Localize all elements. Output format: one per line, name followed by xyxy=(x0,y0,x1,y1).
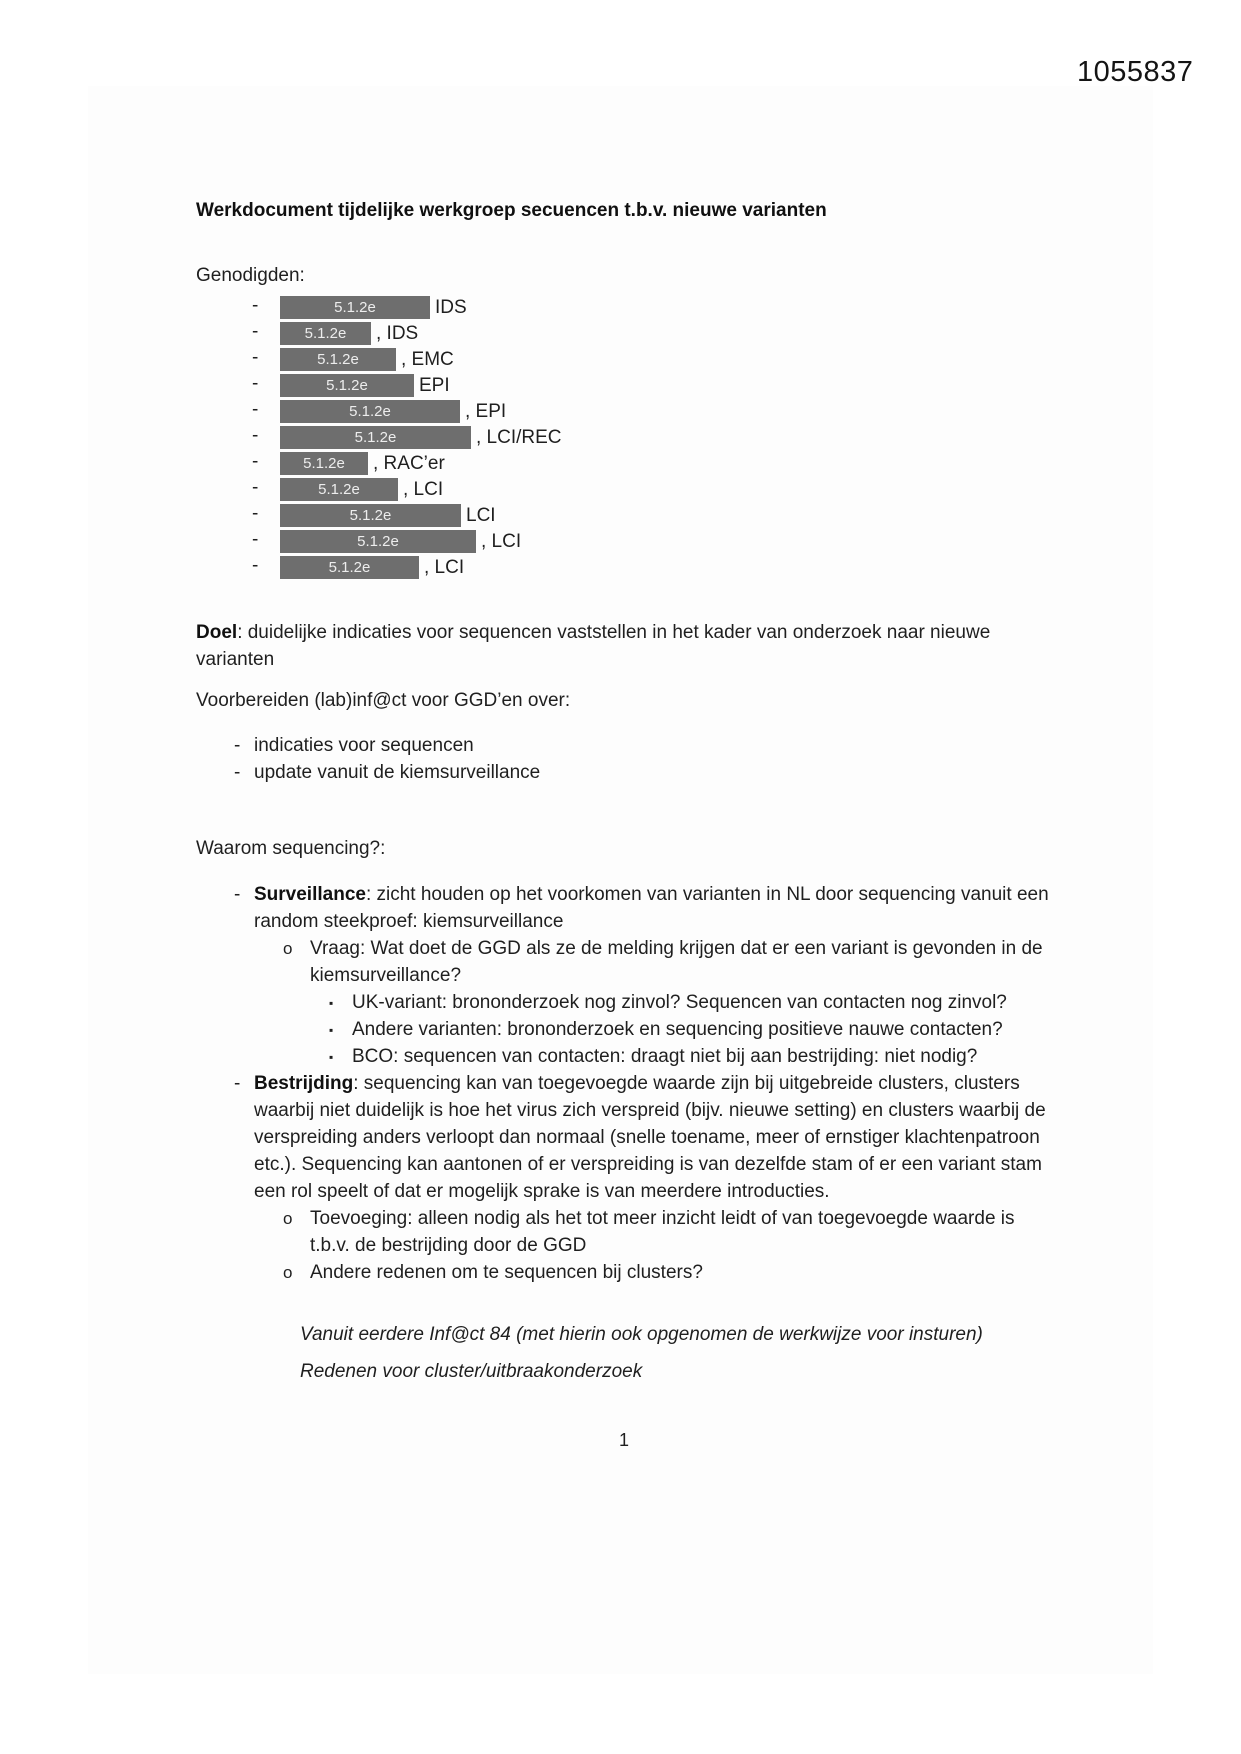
why-subitem xyxy=(196,935,1052,989)
dash-bullet-icon: - xyxy=(252,529,259,550)
why-subsubitem-text: BCO: sequencen van contacten: draagt niet bij aan bestrijding: niet nodig? xyxy=(352,1046,978,1067)
dash-bullet-icon: - xyxy=(252,347,259,368)
why-subsubitem-text: Andere varianten: brononderzoek en sequencing positieve nauwe contacten? xyxy=(352,1019,1003,1040)
redaction-label: 5.1.2e xyxy=(326,377,368,394)
bullet-icon: - xyxy=(234,1073,241,1094)
prepare-heading: Voorbereiden (lab)inf@ct voor GGD’en over: xyxy=(196,690,571,711)
redaction-label: 5.1.2e xyxy=(349,507,392,524)
bullet-icon: - xyxy=(234,762,241,783)
why-item xyxy=(196,1070,1052,1205)
redaction-label: 5.1.2e xyxy=(349,403,391,420)
bullet-icon: o xyxy=(283,1209,293,1228)
dash-bullet-icon: - xyxy=(252,321,259,342)
invitee-row xyxy=(196,348,1052,371)
dash-bullet-icon: - xyxy=(252,451,259,472)
why-item-label: Bestrijding xyxy=(254,1073,354,1094)
doel-text: : duidelijke indicaties voor sequencen vaststellen in het kader van onderzoek naar nieuwe varianten xyxy=(196,622,991,670)
doel-paragraph xyxy=(196,619,1052,673)
redaction-box xyxy=(280,374,414,397)
redaction-box xyxy=(280,556,419,579)
redaction-label: 5.1.2e xyxy=(357,533,399,550)
doel-label: Doel xyxy=(196,622,238,643)
dash-bullet-icon: - xyxy=(252,295,259,316)
infact-reference-line: Vanuit eerdere Inf@ct 84 (met hierin ook opgenomen de werkwijze voor insturen) xyxy=(300,1324,983,1345)
why-item-text: Bestrijding: sequencing kan van toegevoegde waarde zijn bij uitgebreide clusters, clusters waarbij niet duidelijk is hoe het virus zich verspreid (bijv. nieuwe setting) en clusters waarbij de verspreiding anders verloopt dan normaal (snelle toename, meer of ernstiger klachtenpatroon etc.). Sequencing kan aantonen of er verspreiding is van dezelfde stam of er een variant stam een rol speelt of dat er mogelijk sprake is van meerdere introducties. xyxy=(254,1073,1046,1202)
why-item-label: Surveillance xyxy=(254,884,366,905)
bullet-icon: ▪ xyxy=(329,1050,334,1064)
invitee-row xyxy=(196,556,1052,579)
why-subitem-text: Andere redenen om te sequencen bij clusters? xyxy=(310,1262,703,1283)
why-subitem xyxy=(196,1259,1052,1286)
redaction-box xyxy=(280,452,368,475)
invitee-row xyxy=(196,478,1052,501)
invitee-row xyxy=(196,400,1052,423)
document-body xyxy=(196,197,1052,1454)
why-subsubitem xyxy=(196,989,1052,1016)
invitee-affiliation: , IDS xyxy=(376,323,419,344)
redaction-label: 5.1.2e xyxy=(318,481,360,498)
invitee-row xyxy=(196,322,1052,345)
dash-bullet-icon: - xyxy=(252,477,259,498)
why-subitem-text: Vraag: Wat doet de GGD als ze de melding krijgen dat er een variant is gevonden in de kiemsurveillance? xyxy=(310,938,1043,986)
redaction-label: 5.1.2e xyxy=(303,455,345,472)
invitee-affiliation: , RAC’er xyxy=(373,453,445,474)
why-subsubitem xyxy=(196,1016,1052,1043)
why-heading: Waarom sequencing?: xyxy=(196,838,386,859)
redaction-box xyxy=(280,400,460,423)
invitee-affiliation: EPI xyxy=(419,375,450,396)
invitee-affiliation: , EPI xyxy=(465,401,507,422)
redaction-label: 5.1.2e xyxy=(334,299,376,316)
bullet-icon: o xyxy=(283,1263,293,1282)
invitees-heading: Genodigden: xyxy=(196,265,305,286)
prepare-item xyxy=(196,732,1052,759)
bullet-icon: - xyxy=(234,884,241,905)
invitee-affiliation: LCI xyxy=(466,505,496,526)
invitee-affiliation: , LCI xyxy=(424,557,465,578)
redaction-box xyxy=(280,478,398,501)
bullet-icon: ▪ xyxy=(329,1023,334,1037)
invitee-affiliation: IDS xyxy=(435,297,467,318)
dash-bullet-icon: - xyxy=(252,373,259,394)
redaction-box xyxy=(280,530,476,553)
invitee-affiliation: , LCI xyxy=(403,479,444,500)
document-reference-number: 1055837 xyxy=(1077,56,1194,88)
bullet-icon: o xyxy=(283,939,293,958)
redaction-label: 5.1.2e xyxy=(328,559,371,576)
redaction-box xyxy=(280,504,461,527)
cluster-research-line: Redenen voor cluster/uitbraakonderzoek xyxy=(300,1361,643,1382)
redaction-box xyxy=(280,296,430,319)
dash-bullet-icon: - xyxy=(252,399,259,420)
invitee-row xyxy=(196,296,1052,319)
redaction-box xyxy=(280,348,396,371)
why-subsubitem-text: UK-variant: brononderzoek nog zinvol? Sequencen van contacten nog zinvol? xyxy=(352,992,1007,1013)
prepare-list xyxy=(196,732,1052,786)
dash-bullet-icon: - xyxy=(252,555,259,576)
invitee-affiliation: , LCI xyxy=(481,531,522,552)
redaction-box xyxy=(280,322,371,345)
redaction-label: 5.1.2e xyxy=(317,351,359,368)
why-item-text: Surveillance: zicht houden op het voorkomen van varianten in NL door sequencing vanuit een random steekproef: kiemsurveillance xyxy=(254,884,1049,932)
prepare-item-text: indicaties voor sequencen xyxy=(254,735,474,756)
why-subsubitem xyxy=(196,1043,1052,1070)
invitee-row xyxy=(196,452,1052,475)
why-subitem xyxy=(196,1205,1052,1259)
why-item xyxy=(196,881,1052,935)
dash-bullet-icon: - xyxy=(252,425,259,446)
redaction-box xyxy=(280,426,471,449)
page-number: 1 xyxy=(618,1430,629,1450)
invitee-affiliation: , EMC xyxy=(401,349,454,370)
dash-bullet-icon: - xyxy=(252,503,259,524)
why-subitem-text: Toevoeging: alleen nodig als het tot meer inzicht leidt of van toegevoegde waarde is t.b.v. de bestrijding door de GGD xyxy=(310,1208,1015,1256)
bullet-icon: - xyxy=(234,735,241,756)
why-list xyxy=(196,881,1052,1286)
invitee-row xyxy=(196,374,1052,397)
invitee-row xyxy=(196,426,1052,449)
invitees-list xyxy=(196,296,1052,579)
prepare-item xyxy=(196,759,1052,786)
document-title: Werkdocument tijdelijke werkgroep secuencen t.b.v. nieuwe varianten xyxy=(196,200,827,221)
invitee-row xyxy=(196,504,1052,527)
invitee-row xyxy=(196,530,1052,553)
bullet-icon: ▪ xyxy=(329,996,334,1010)
invitee-affiliation: , LCI/REC xyxy=(476,427,562,448)
prepare-item-text: update vanuit de kiemsurveillance xyxy=(254,762,541,783)
redaction-label: 5.1.2e xyxy=(354,429,397,446)
redaction-label: 5.1.2e xyxy=(304,325,347,342)
